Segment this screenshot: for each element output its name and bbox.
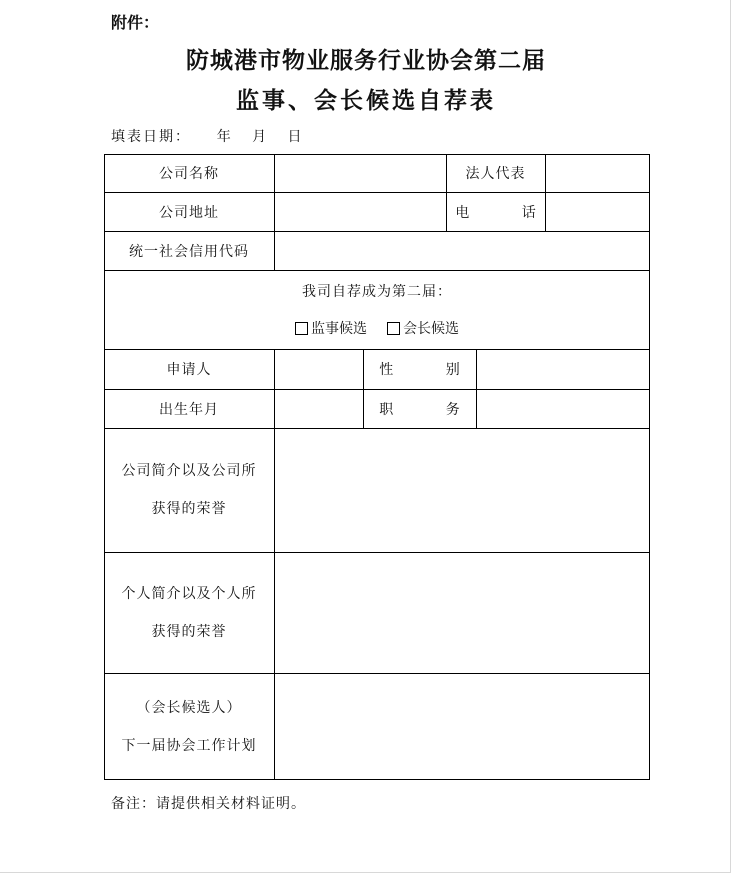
company-intro-field[interactable]	[275, 429, 650, 552]
personal-intro-label	[104, 552, 274, 673]
applicant-label: 申请人	[166, 362, 212, 378]
form-title-line1: 防城港市物业服务行业协会第二届	[186, 47, 546, 74]
company-address-field[interactable]	[275, 193, 446, 231]
grid-line	[104, 270, 650, 271]
position-label: 职 务	[379, 401, 484, 418]
company-intro-label	[104, 428, 274, 552]
recommend-text: 我司自荐成为第二届：	[302, 284, 452, 300]
gender-label: 性 别	[379, 362, 484, 378]
supervisor-option-label: 监事候选	[311, 321, 367, 337]
work-plan-line2: 下一届协会工作计划	[121, 737, 257, 754]
personal-intro-line1: 个人简介以及个人所	[121, 585, 257, 602]
personal-intro-field[interactable]	[275, 553, 650, 673]
checkbox-icon	[295, 322, 308, 335]
phone-field[interactable]	[546, 193, 650, 231]
phone-label: 电 话	[455, 204, 560, 221]
position-field[interactable]	[477, 390, 650, 428]
gender-field[interactable]	[477, 350, 650, 389]
company-intro-line1: 公司简介以及公司所	[121, 463, 257, 479]
credit-code-field[interactable]	[275, 232, 650, 270]
company-address-label: 公司地址	[159, 204, 219, 221]
attachment-label: 附件：	[111, 13, 160, 32]
supervisor-checkbox[interactable]	[295, 318, 367, 338]
company-name-field[interactable]	[275, 155, 446, 192]
work-plan-line1: （会长候选人）	[136, 699, 242, 716]
company-intro-line2: 获得的荣誉	[151, 501, 227, 517]
birth-field[interactable]	[275, 390, 363, 428]
birth-label: 出生年月	[159, 401, 219, 418]
president-checkbox[interactable]	[387, 318, 459, 338]
footer-note: 备注：请提供相关材料证明。	[111, 796, 306, 812]
legal-rep-field[interactable]	[546, 155, 650, 192]
applicant-field[interactable]	[275, 350, 363, 389]
legal-rep-label: 法人代表	[465, 166, 526, 182]
candidate-options	[104, 318, 650, 338]
credit-code-label: 统一社会信用代码	[129, 243, 249, 260]
work-plan-label	[104, 673, 274, 780]
fill-date[interactable]: 填表日期： 年 月 日	[111, 129, 304, 145]
work-plan-field[interactable]	[275, 674, 650, 780]
form-title-line2: 监事、会长候选自荐表	[236, 87, 496, 114]
checkbox-icon	[387, 322, 400, 335]
company-name-label: 公司名称	[159, 166, 219, 182]
president-option-label: 会长候选	[403, 321, 459, 337]
personal-intro-line2: 获得的荣誉	[151, 623, 227, 640]
